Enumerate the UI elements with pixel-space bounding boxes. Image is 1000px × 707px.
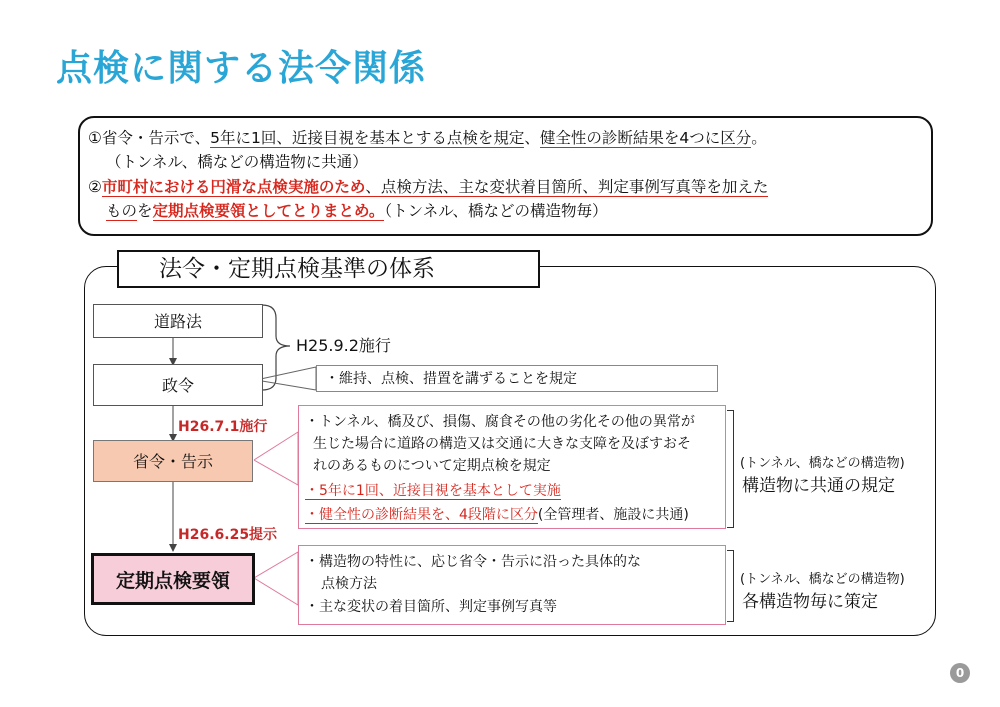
summary-text: を xyxy=(137,202,153,220)
ministerial-note-line: れのあるものについて定期点検を規定 xyxy=(313,458,551,474)
summary-text: ①省令・告示で、 xyxy=(88,129,211,147)
ministerial-note-box xyxy=(298,405,726,529)
ministerial-note-text: (全管理者、施設に共通) xyxy=(537,507,689,523)
manual-callout xyxy=(254,552,298,605)
ministerial-note-red-text: ・5年に1回、近接目視を基本として実施 xyxy=(305,483,561,499)
summary-line-2: （トンネル、橋などの構造物に共通） xyxy=(106,153,368,171)
summary-text: （トンネル、橋などの構造物毎） xyxy=(384,202,608,220)
ministerial-callout xyxy=(254,432,298,485)
manual-note-line: 点検方法 xyxy=(321,576,377,592)
summary-underlined-text: 健全性の診断結果を4つに区分 xyxy=(539,129,752,147)
manual-note-box xyxy=(298,545,726,625)
road-law-box: 道路法 xyxy=(93,304,263,338)
ministerial-note-red xyxy=(305,481,561,501)
page-title: 点検に関する法令関係 xyxy=(56,48,427,89)
h25-enforcement-label: H25.9.2施行 xyxy=(296,336,391,355)
cabinet-order-box: 政令 xyxy=(93,364,263,406)
ministerial-note-line: ・トンネル、橋及び、損傷、腐食その他の劣化その他の異常が xyxy=(305,414,695,430)
framework-title: 法令・定期点検基準の体系 xyxy=(117,250,540,288)
common-paren-label: (トンネル、橋などの構造物) xyxy=(740,456,905,471)
page-number: 0 xyxy=(950,663,970,683)
ministerial-note-line: 生じた場合に道路の構造又は交通に大きな支障を及ぼすおそ xyxy=(313,436,691,452)
cabinet-order-note: ・維持、点検、措置を講ずることを規定 xyxy=(316,365,718,392)
manual-note-line: ・主な変状の着目箇所、判定事例写真等 xyxy=(305,599,557,615)
inspection-manual-box: 定期点検要領 xyxy=(91,553,255,605)
summary-red-text: 定期点検要領としてとりまとめ。 xyxy=(152,202,385,220)
order-callout xyxy=(256,367,316,390)
each-paren-label: (トンネル、橋などの構造物) xyxy=(740,572,905,587)
bracket-h25 xyxy=(262,305,290,390)
summary-text: ② xyxy=(88,178,102,196)
h26-submit-label: H26.6.25提示 xyxy=(178,527,278,543)
each-rule-label: 各構造物毎に策定 xyxy=(742,592,878,612)
summary-text: 、 xyxy=(524,129,540,147)
h26-enforcement-label: H26.7.1施行 xyxy=(178,419,268,435)
summary-underlined-text: 、点検方法、主な変状着目箇所、判定事例写真等を加えた xyxy=(365,178,769,196)
summary-text: 。 xyxy=(751,129,767,147)
summary-underlined-text: もの xyxy=(106,202,138,220)
ministerial-note-red-text: ・健全性の診断結果を、4段階に区分 xyxy=(305,507,538,523)
each-bracket xyxy=(727,550,734,622)
ministerial-box: 省令・告示 xyxy=(93,440,253,482)
ministerial-note-line xyxy=(305,505,689,525)
summary-red-text: 市町村における円滑な点検実施のため xyxy=(101,178,366,196)
summary-underlined-text: 5年に1回、近接目視を基本とする点検を規定 xyxy=(210,129,525,147)
manual-note-line: ・構造物の特性に、応じ省令・告示に沿った具体的な xyxy=(305,554,641,570)
common-bracket xyxy=(727,410,734,528)
common-rule-label: 構造物に共通の規定 xyxy=(742,476,895,496)
